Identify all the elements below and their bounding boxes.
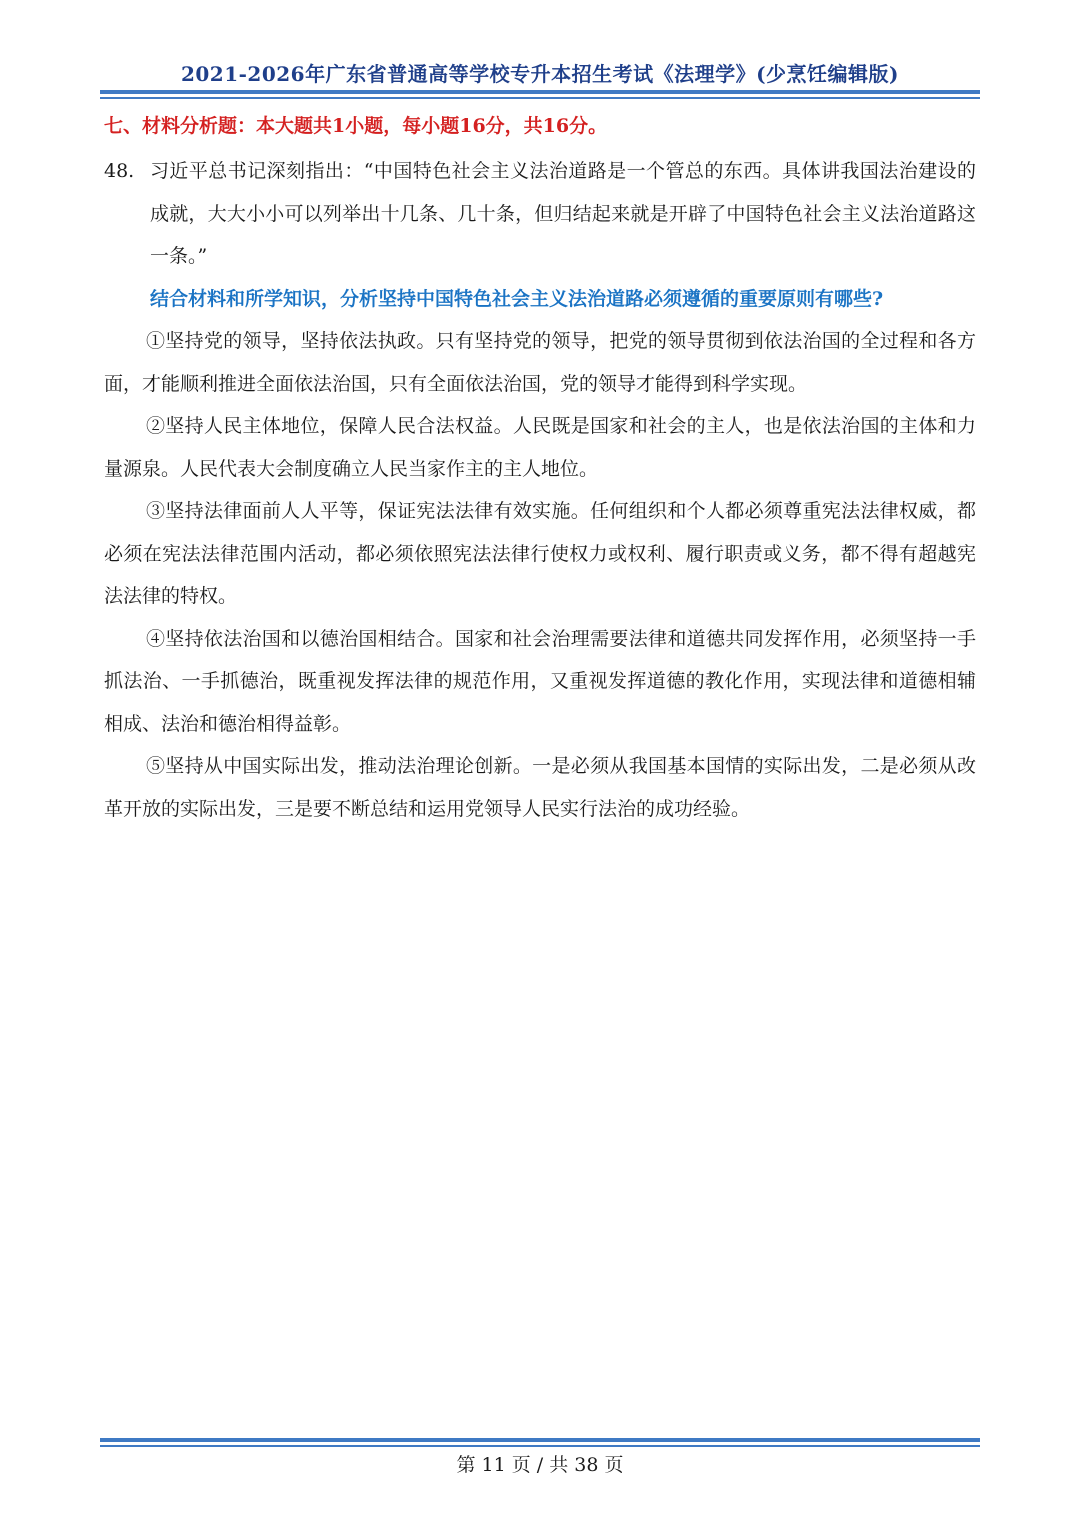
page-content xyxy=(104,108,976,830)
answer-paragraph: ④坚持依法治国和以德治国相结合。国家和社会治理需要法律和道德共同发挥作用，必须坚持一手抓法治、一手抓德治，既重视发挥法律的规范作用，又重视发挥道德的教化作用，实现法律和道德相辅相成、法治和德治相得益彰。 xyxy=(104,627,976,735)
answer-paragraph: ②坚持人民主体地位，保障人民合法权益。人民既是国家和社会的主人，也是依法治国的主体和力量源泉。人民代表大会制度确立人民当家作主的主人地位。 xyxy=(104,415,976,480)
question-material: 习近平总书记深刻指出：“中国特色社会主义法治道路是一个管总的东西。具体讲我国法治建设的成就，大大小小可以列举出十几条、几十条，但归结起来就是开辟了中国特色社会主义法治道路这一条。” xyxy=(150,160,976,267)
header-divider xyxy=(100,90,980,99)
question-block xyxy=(104,150,976,278)
answer-paragraph: ⑤坚持从中国实际出发，推动法治理论创新。一是必须从我国基本国情的实际出发，二是必须从改革开放的实际出发，三是要不断总结和运用党领导人民实行法治的成功经验。 xyxy=(104,755,976,820)
question-number: 48. xyxy=(104,160,135,182)
answer-paragraph: ③坚持法律面前人人平等，保证宪法法律有效实施。任何组织和个人都必须尊重宪法法律权威，都必须在宪法法律范围内活动，都必须依照宪法法律行使权力或权利、履行职责或义务，都不得有超越宪法法律的特权。 xyxy=(104,500,976,607)
page-number: 第 11 页 / 共 38 页 xyxy=(456,1454,624,1476)
page-header-title: 2021-2026年广东省普通高等学校专升本招生考试《法理学》(少烹饪编辑版) xyxy=(180,62,900,86)
answer-paragraph: ①坚持党的领导，坚持依法执政。只有坚持党的领导，把党的领导贯彻到依法治国的全过程和各方面，才能顺利推进全面依法治国，只有全面依法治国，党的领导才能得到科学实现。 xyxy=(104,330,976,395)
question-prompt: 结合材料和所学知识，分析坚持中国特色社会主义法治道路必须遵循的重要原则有哪些? xyxy=(150,287,884,310)
footer-divider xyxy=(100,1438,980,1447)
section-title: 七、材料分析题：本大题共1小题，每小题16分，共16分。 xyxy=(104,115,608,137)
